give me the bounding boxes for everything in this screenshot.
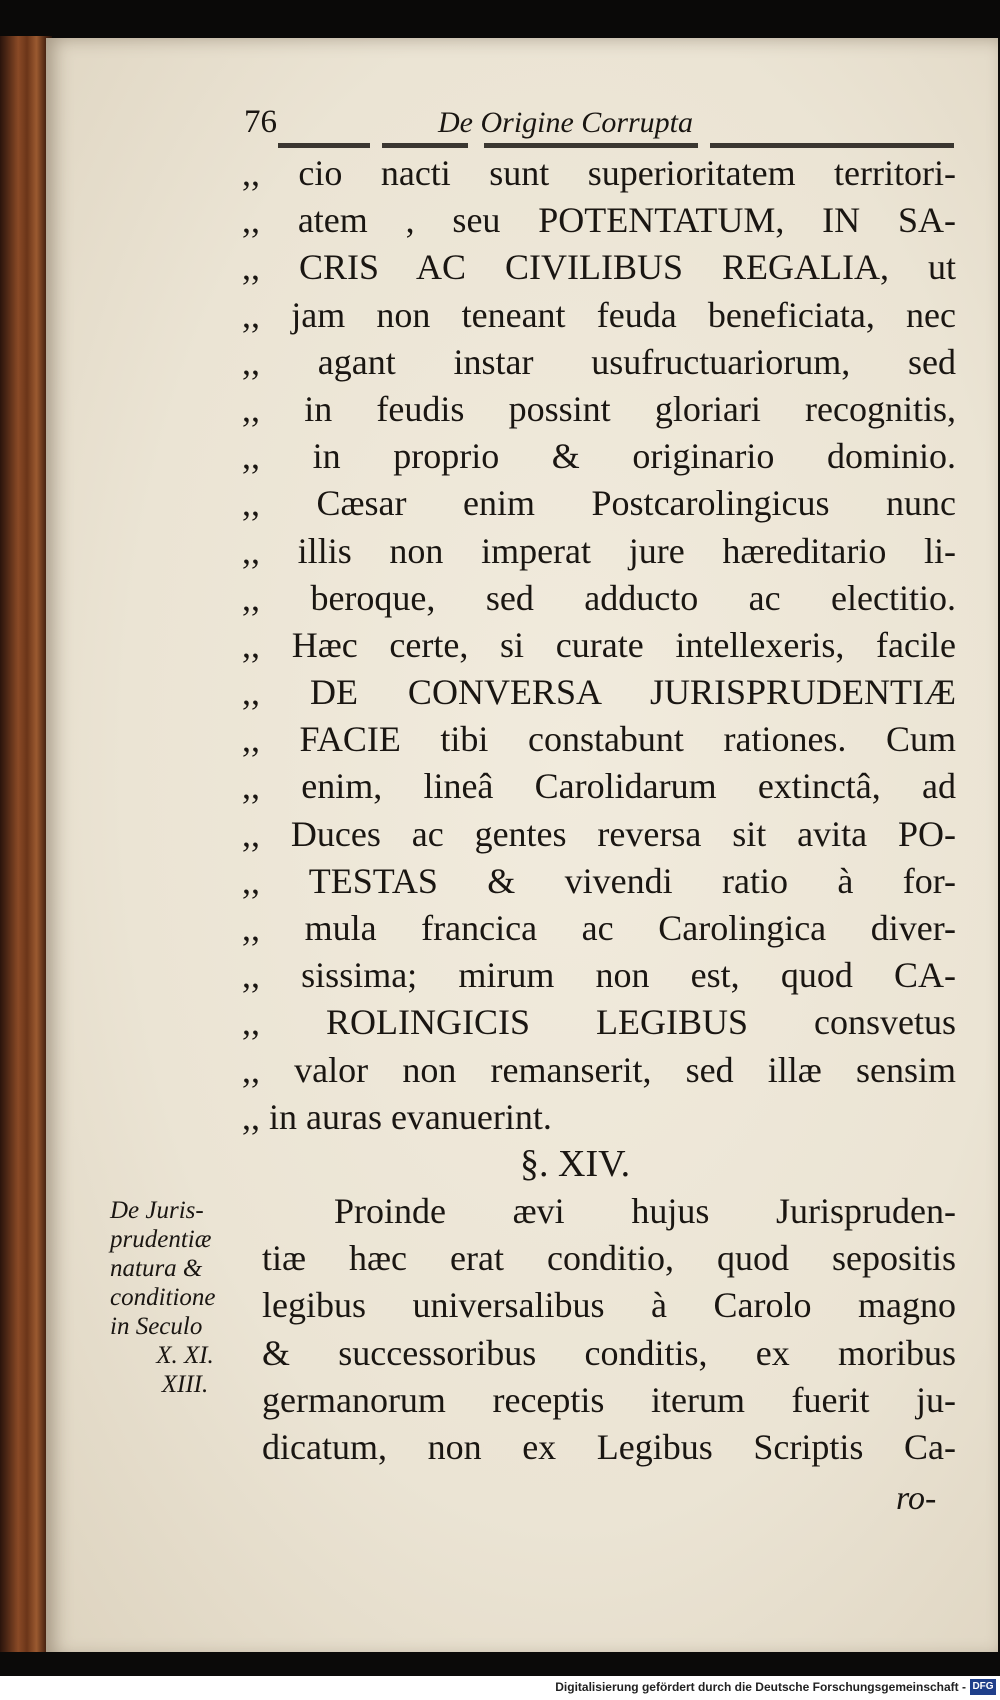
digitization-footer xyxy=(0,1676,1000,1700)
scan-top-edge xyxy=(0,0,1000,38)
text-line: ,, ROLINGICIS LEGIBUS consvetus xyxy=(242,1002,956,1043)
text-line: ,, FACIE tibi constabunt rationes. Cum xyxy=(242,719,956,760)
section-heading: §. XIV. xyxy=(520,1143,631,1185)
marginal-line: De Juris- xyxy=(110,1197,204,1224)
marginal-line: X. XI. xyxy=(156,1342,214,1369)
text-line: ,, DE CONVERSA JURISPRUDENTIÆ xyxy=(242,672,956,713)
text-line: ,, CRIS AC CIVILIBUS REGALIA, ut xyxy=(242,247,956,288)
text-line: ,, agant instar usufructuariorum, sed xyxy=(242,341,956,382)
text-line: & successoribus conditis, ex moribus xyxy=(262,1332,956,1373)
main-text xyxy=(242,150,956,1141)
text-line: ,, mula francica ac Carolingica diver- xyxy=(242,908,956,948)
text-line: tiæ hæc erat conditio, quod sepositis xyxy=(262,1238,956,1279)
text-line: ,, Duces ac gentes reversa sit avita PO- xyxy=(242,813,956,854)
marginal-line: conditione xyxy=(110,1284,216,1311)
marginal-line: prudentiæ xyxy=(110,1226,212,1253)
text-line: ,, in proprio & originario dominio. xyxy=(242,436,956,477)
text-line: ,, Cæsar enim Postcarolingicus nunc xyxy=(242,483,956,524)
text-line: ,, cio nacti sunt superioritatem territori- xyxy=(242,153,956,193)
text-line: ,, sissima; mirum non est, quod CA- xyxy=(242,955,956,996)
text-line: ,, in feudis possint gloriari recognitis, xyxy=(242,388,956,429)
running-title: De Origine Corrupta xyxy=(438,106,693,139)
text-line: ,, in auras evanuerint. xyxy=(242,1096,552,1137)
text-line: ,, enim, lineâ Carolidarum extinctâ, ad xyxy=(242,766,956,807)
footer-credit: Digitalisierung gefördert durch die Deutsche Forschungsgemeinschaft - xyxy=(555,1680,966,1694)
catchword: ro- xyxy=(896,1480,937,1517)
text-line: dicatum, non ex Legibus Scriptis Ca- xyxy=(262,1426,956,1467)
text-line: Proinde ævi hujus Jurispruden- xyxy=(334,1191,956,1231)
section-paragraph xyxy=(262,1188,956,1471)
text-line: ,, atem , seu POTENTATUM, IN SA- xyxy=(242,200,956,241)
scan-bottom-edge xyxy=(0,1652,1000,1676)
page-number: 76 xyxy=(244,104,277,140)
text-line: ,, Hæc certe, si curate intellexeris, facile xyxy=(242,624,956,665)
page-header xyxy=(244,104,764,144)
text-line: ,, beroque, sed adducto ac electitio. xyxy=(242,577,956,618)
text-line: legibus universalibus à Carolo magno xyxy=(262,1285,956,1326)
text-line: ,, illis non imperat jure hæreditario li- xyxy=(242,530,956,571)
text-line: ,, valor non remanserit, sed illæ sensim xyxy=(242,1049,956,1090)
book-spine xyxy=(0,36,52,1660)
marginal-line: natura & xyxy=(110,1255,203,1282)
header-rule xyxy=(278,143,954,148)
text-line: ,, TESTAS & vivendi ratio à for- xyxy=(242,860,956,901)
dfg-logo-icon: DFG xyxy=(970,1679,996,1695)
text-line: ,, jam non teneant feuda beneficiata, nec xyxy=(242,294,956,335)
text-line: germanorum receptis iterum fuerit ju- xyxy=(262,1379,956,1420)
marginal-line: XIII. xyxy=(161,1371,209,1398)
marginal-note xyxy=(110,1196,260,1399)
marginal-line: in Seculo xyxy=(110,1313,203,1340)
